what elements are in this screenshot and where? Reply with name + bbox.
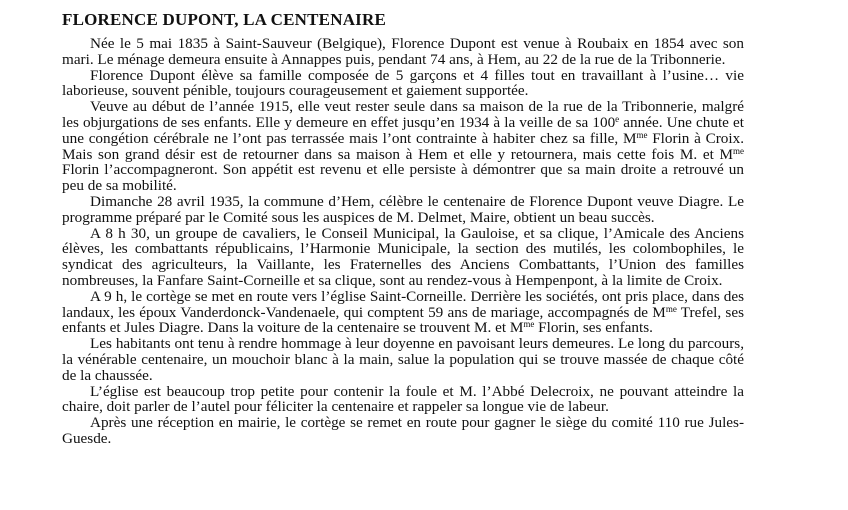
paragraph: L’église est beaucoup trop petite pour contenir la foule et M. l’Abbé Delecroix, ne pouvant atteindre la chaire, doit parler de l’autel pour féliciter la centenaire et rappeler sa longue vie de labeur.	[62, 382, 744, 416]
page-bottom-edge	[0, 500, 848, 510]
document-title: FLORENCE DUPONT, LA CENTENAIRE	[62, 10, 387, 29]
paragraph: Veuve au début de l’année 1915, elle veut rester seule dans sa maison de la rue de la Tribonnerie, malgré les objurgations de ses enfants. Elle y demeure en effet jusqu’en 1934 à la veille de sa 100e année. Une chute et une congétion cérébrale ne l’ont pas terrassée mais l’ont contrainte à habiter chez sa fille, $M^{me}$ Florin à Croix. Mais son grand désir est de retourner dans sa maison à Hem et elle y retournera, mais cette fois M. et $M^{me}$ Florin l’accompagneront. Son appétit est revenu et elle persiste à démontrer que sa main droite a retrouvé un peu de sa mobilité.	[62, 98, 745, 195]
document-body	[62, 36, 744, 447]
paragraph: Les habitants ont tenu à rendre hommage à leur doyenne en pavoisant leurs demeures. Le long du parcours, la vénérable centenaire, un mouchoir blanc à la main, salue la population qui se trouve massée de chaque côté de la chaussée.	[62, 335, 744, 384]
paragraph: Après une réception en mairie, le cortège se remet en route pour gagner le siège du comité 110 rue Jules-Guesde.	[62, 414, 744, 447]
paragraph: Dimanche 28 avril 1935, la commune d’Hem, célèbre le centenaire de Florence Dupont veuve Diagre. Le programme préparé par le Comité sous les auspices de M. Delmet, Maire, obtient un beau succès.	[62, 192, 744, 226]
paragraph: Florence Dupont élève sa famille composée de 5 garçons et 4 filles tout en travaillant à l’usine… vie laborieuse, souvent pénible, toujours courageusement et gaiement supportée.	[62, 66, 744, 100]
paragraph: A 9 h, le cortège se met en route vers l’église Saint-Corneille. Derrière les sociétés, ont pris place, dans des landaux, les époux Vanderdonck-Vandenaele, qui comptent 59 ans de mariage, accompagnés de $M^{me}$ Trefel, ses enfants et Jules Diagre. Dans la voiture de la centenaire se trouvent M. et $M^{me}$ Florin, ses enfants.	[62, 287, 744, 337]
document-page	[62, 9, 744, 447]
paragraph: A 8 h 30, un groupe de cavaliers, le Conseil Municipal, la Gauloise, et sa clique, l’Amicale des Anciens élèves, les combattants républicains, l’Harmonie Municipale, la section des mutilés, les colombophiles, le syndicat des agriculteurs, la Vaillante, les Fraternelles des Anciens Combattants, l’Union des familles nombreuses, la Fanfare Saint-Corneille et sa clique, sont au rendez-vous à Hempenpont, à la limite de Croix.	[62, 224, 744, 289]
paragraph: Née le 5 mai 1835 à Saint-Sauveur (Belgique), Florence Dupont est venue à Roubaix en 1854 avec son mari. Le ménage demeura ensuite à Annappes puis, pendant 74 ans, à Hem, au 22 de la rue de la Tribonnerie.	[62, 35, 744, 68]
